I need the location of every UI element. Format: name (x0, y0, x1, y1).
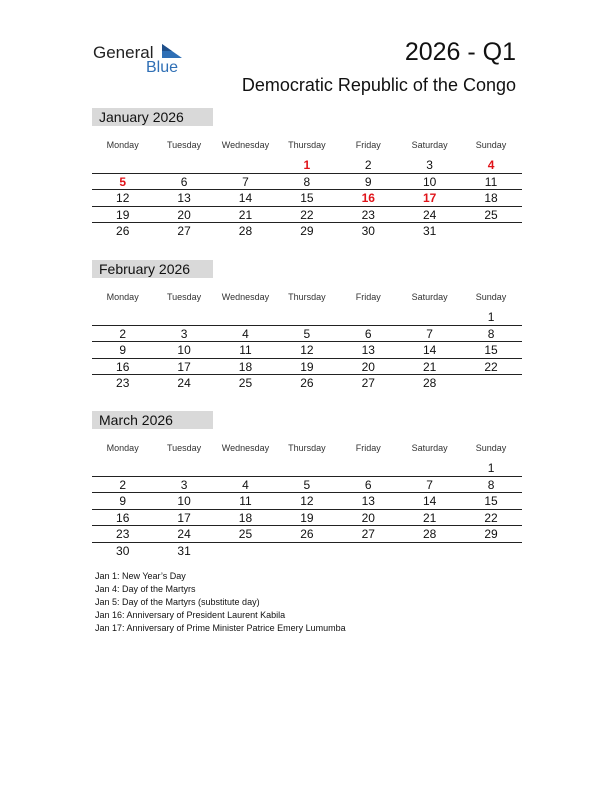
week-row (92, 223, 522, 240)
day-cell: 15 (300, 191, 314, 205)
day-cell: 9 (119, 494, 127, 508)
day-cell: 22 (300, 207, 314, 222)
day-cell: 27 (361, 376, 375, 390)
day-cell (215, 157, 276, 173)
day-cell: 26 (116, 224, 130, 238)
day-cell: 17 (177, 510, 191, 525)
day-cell (276, 460, 337, 476)
day-cell: 19 (300, 359, 314, 374)
weekday-label: Monday (106, 292, 139, 302)
day-cell: 6 (364, 326, 372, 341)
month-calendar (92, 411, 522, 559)
day-cell: 31 (422, 224, 437, 238)
day-cell: 23 (116, 527, 130, 541)
holiday-notes (95, 570, 346, 635)
day-cell: 30 (116, 543, 130, 558)
weekday-label: Sunday (475, 140, 507, 150)
day-cell: 28 (422, 527, 437, 541)
day-cell: 9 (119, 343, 127, 357)
day-cell (399, 460, 460, 476)
weekday-label: Friday (355, 140, 381, 150)
day-cell: 28 (422, 376, 437, 390)
day-cell: 7 (242, 174, 249, 189)
generalblue-logo (93, 40, 193, 80)
holiday-day-cell: 17 (422, 191, 437, 205)
week-row (92, 157, 522, 174)
day-cell: 1 (487, 310, 495, 324)
day-cell: 20 (361, 359, 375, 374)
week-row (92, 359, 522, 376)
day-cell: 4 (242, 326, 249, 341)
day-cell: 8 (487, 326, 495, 341)
day-cell: 27 (177, 224, 191, 238)
day-cell: 19 (116, 207, 130, 222)
logo-triangle-icon (162, 44, 182, 58)
day-cell: 14 (422, 343, 437, 357)
day-cell: 12 (300, 494, 314, 508)
weekday-header (92, 436, 522, 460)
day-cell: 16 (116, 359, 130, 374)
day-cell: 28 (238, 224, 253, 238)
weekday-label: Friday (355, 443, 381, 453)
day-cell (460, 375, 521, 392)
week-row (92, 207, 522, 224)
holiday-note: Jan 16: Anniversary of President Laurent Kabila (95, 610, 286, 620)
day-cell: 14 (422, 494, 437, 508)
day-cell (215, 460, 276, 476)
day-cell: 29 (484, 527, 498, 541)
month-calendar (92, 108, 522, 240)
day-cell: 13 (177, 191, 191, 205)
day-cell: 3 (180, 477, 188, 492)
week-row (92, 493, 522, 510)
holiday-note: Jan 4: Day of the Martyrs (95, 584, 196, 594)
weekday-label: Sunday (475, 292, 507, 302)
weekday-label: Monday (106, 443, 139, 453)
day-cell: 31 (177, 543, 191, 558)
day-cell: 25 (238, 527, 253, 541)
day-cell: 5 (303, 477, 311, 492)
weekday-label: Monday (106, 140, 139, 150)
day-cell: 21 (422, 359, 437, 374)
day-cell: 18 (484, 191, 498, 205)
weekday-label: Wednesday (221, 443, 270, 453)
day-cell: 9 (364, 174, 372, 189)
day-cell: 11 (484, 174, 498, 189)
week-row (92, 174, 522, 191)
week-row (92, 510, 522, 527)
day-cell: 2 (119, 477, 127, 492)
day-cell (92, 309, 153, 325)
day-cell (399, 543, 460, 560)
day-cell: 6 (364, 477, 372, 492)
day-cell: 15 (484, 494, 498, 508)
day-cell: 18 (238, 510, 253, 525)
day-cell: 25 (484, 207, 498, 222)
logo-blue-text: Blue (146, 59, 179, 76)
day-cell: 6 (180, 174, 188, 189)
holiday-note: Jan 5: Day of the Martyrs (substitute day) (95, 597, 260, 607)
weekday-label: Tuesday (166, 443, 202, 453)
week-row (92, 477, 522, 494)
day-cell: 7 (426, 326, 433, 341)
week-row (92, 190, 522, 207)
day-cell: 12 (116, 191, 130, 205)
day-cell: 1 (487, 461, 495, 475)
day-cell: 15 (484, 343, 498, 357)
logo-general-text: General (93, 43, 154, 62)
month-name: January 2026 (92, 108, 213, 126)
day-cell: 21 (238, 207, 253, 222)
day-cell: 4 (242, 477, 249, 492)
day-cell: 11 (239, 494, 252, 508)
day-cell: 3 (180, 326, 188, 341)
holiday-note: Jan 1: New Year’s Day (95, 571, 186, 581)
holiday-day-cell: 1 (303, 158, 311, 172)
holiday-day-cell: 5 (119, 174, 127, 189)
day-cell: 2 (364, 158, 372, 172)
day-cell (215, 309, 276, 325)
week-row (92, 342, 522, 359)
weekday-label: Wednesday (221, 292, 270, 302)
day-cell (92, 157, 153, 173)
weekday-label: Saturday (411, 140, 448, 150)
day-cell: 30 (361, 224, 375, 238)
weekday-label: Saturday (411, 292, 448, 302)
weekday-label: Friday (355, 292, 381, 302)
month-name: February 2026 (92, 260, 213, 278)
day-cell: 13 (361, 343, 375, 357)
holiday-day-cell: 4 (487, 158, 495, 172)
day-cell: 20 (361, 510, 375, 525)
day-cell: 27 (361, 527, 375, 541)
weekday-header (92, 285, 522, 309)
day-cell: 26 (300, 376, 314, 390)
day-cell: 23 (361, 207, 375, 222)
day-cell (460, 543, 521, 560)
week-row (92, 460, 522, 477)
week-row (92, 543, 522, 560)
day-cell: 7 (426, 477, 433, 492)
weekday-label: Thursday (288, 443, 326, 453)
day-cell: 24 (177, 527, 191, 541)
day-cell: 8 (303, 174, 311, 189)
day-cell: 25 (238, 376, 253, 390)
day-cell (276, 309, 337, 325)
country-name: Democratic Republic of the Congo (241, 75, 516, 95)
day-cell: 10 (177, 494, 191, 508)
day-cell (276, 543, 337, 560)
day-cell (92, 460, 153, 476)
day-cell (338, 460, 399, 476)
day-cell: 26 (300, 527, 314, 541)
day-cell (153, 309, 214, 325)
day-cell: 21 (422, 510, 437, 525)
week-row (92, 375, 522, 392)
day-cell (338, 309, 399, 325)
day-cell: 10 (422, 174, 437, 189)
weekday-header (92, 133, 522, 157)
weekday-label: Thursday (288, 292, 326, 302)
day-cell: 24 (177, 376, 191, 390)
weekday-label: Wednesday (221, 140, 270, 150)
day-cell (460, 223, 521, 240)
holiday-note: Jan 17: Anniversary of Prime Minister Patrice Emery Lumumba (95, 623, 346, 633)
day-cell (399, 309, 460, 325)
day-cell (153, 460, 214, 476)
day-cell: 20 (177, 207, 191, 222)
day-cell: 19 (300, 510, 314, 525)
day-cell: 24 (422, 207, 437, 222)
month-name: March 2026 (92, 411, 213, 429)
week-row (92, 326, 522, 343)
weekday-label: Tuesday (166, 292, 202, 302)
day-cell (215, 543, 276, 560)
day-cell: 16 (116, 510, 130, 525)
day-cell: 18 (238, 359, 253, 374)
weekday-label: Sunday (475, 443, 507, 453)
day-cell: 17 (177, 359, 191, 374)
day-cell: 13 (361, 494, 375, 508)
page-title: 2026 - Q1 (404, 38, 516, 66)
day-cell: 10 (177, 343, 191, 357)
day-cell: 3 (426, 158, 433, 172)
weekday-label: Saturday (411, 443, 448, 453)
day-cell: 23 (116, 376, 130, 390)
day-cell (338, 543, 399, 560)
day-cell: 12 (300, 343, 314, 357)
weekday-label: Thursday (288, 140, 326, 150)
week-row (92, 309, 522, 326)
day-cell: 11 (239, 343, 252, 357)
day-cell: 29 (300, 224, 314, 238)
week-row (92, 526, 522, 543)
day-cell: 8 (487, 477, 495, 492)
month-calendar (92, 260, 522, 392)
day-cell: 5 (303, 326, 311, 341)
day-cell: 22 (484, 359, 498, 374)
day-cell (153, 157, 214, 173)
holiday-day-cell: 16 (361, 191, 375, 205)
day-cell: 22 (484, 510, 498, 525)
day-cell: 14 (238, 191, 253, 205)
day-cell: 2 (119, 326, 127, 341)
weekday-label: Tuesday (166, 140, 202, 150)
